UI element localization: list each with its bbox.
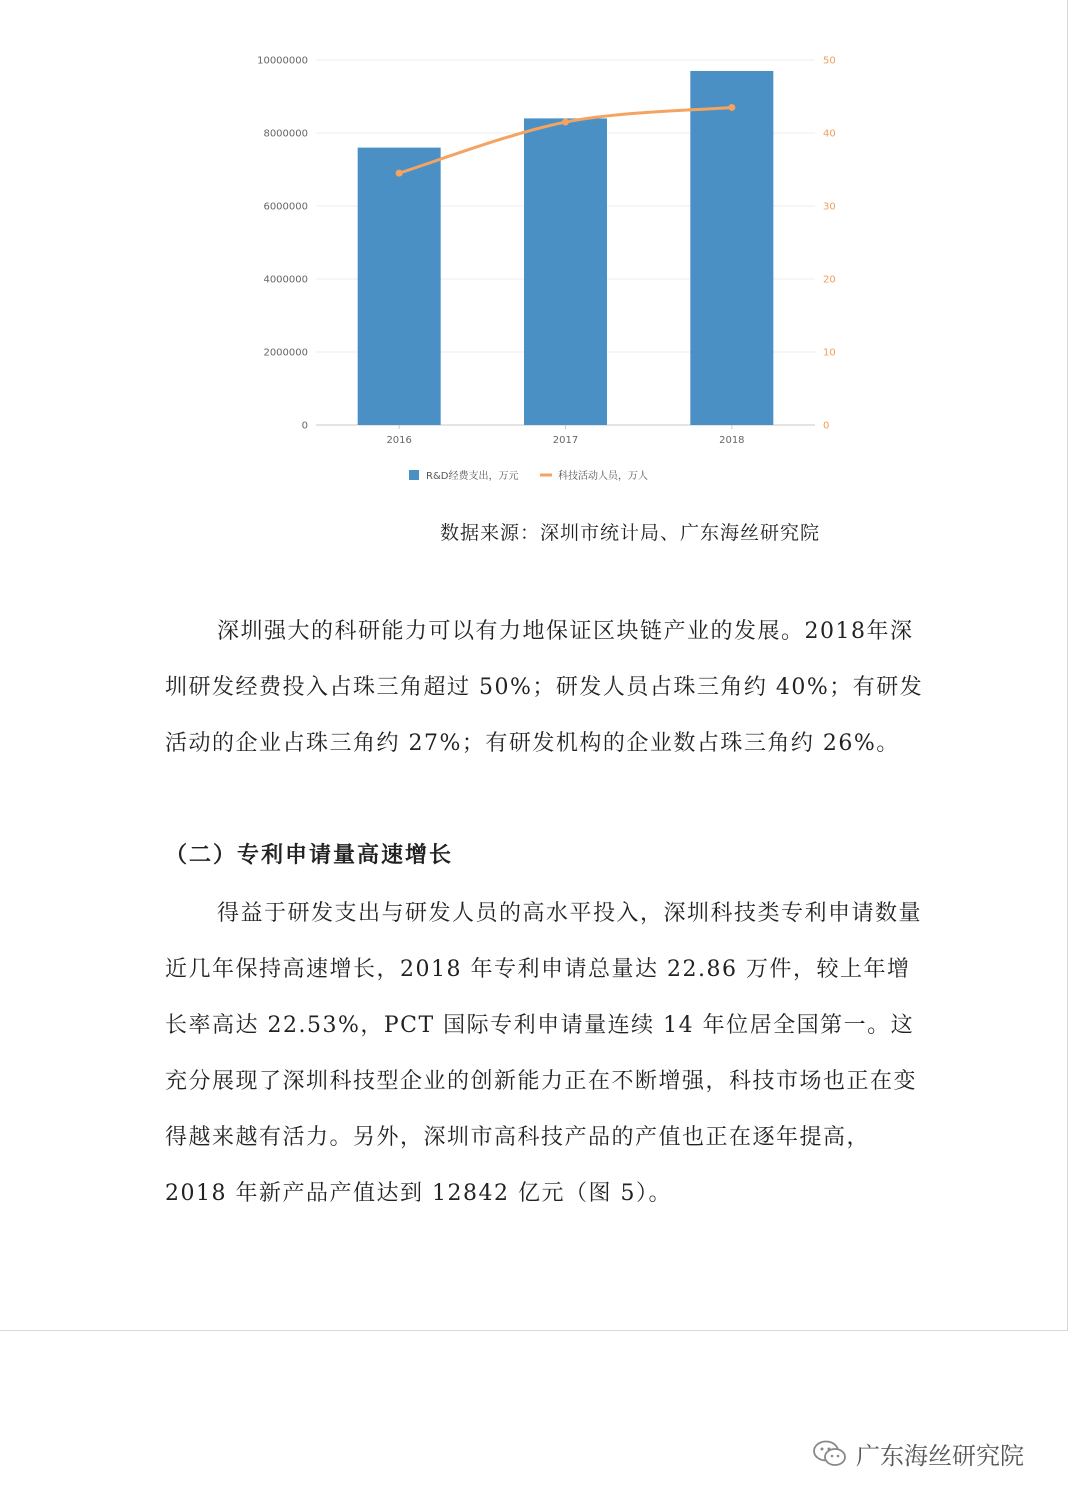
section-heading: （二）专利申请量高速增长 (165, 842, 454, 868)
y-left-tick-label: 6000000 (263, 201, 308, 213)
legend-bar-label: R&D经费支出，万元 (426, 471, 519, 482)
x-tick-label: 2018 (719, 435, 745, 446)
y-right-tick-label: 0 (823, 420, 830, 432)
paragraph-rd-capacity: 深圳强大的科研能力可以有力地保证区块链产业的发展。2018年深圳研发经费投入占珠三角超过 50%；研发人员占珠三角约 40%；有研发活动的企业占珠三角约 27%；有研发机构的企业数占珠三角约 26%。 (165, 619, 924, 756)
wechat-icon (812, 1439, 848, 1469)
x-tick-label: 2017 (552, 435, 579, 446)
line-point-2017 (562, 119, 569, 126)
bar-2018 (690, 71, 773, 425)
bar-2016 (358, 148, 441, 425)
y-right-tick-label: 30 (823, 201, 836, 213)
y-right-tick-label: 20 (823, 274, 836, 286)
legend-line-label: 科技活动人员，万人 (558, 471, 648, 482)
y-left-tick-label: 2000000 (263, 347, 308, 359)
rd-chart (0, 0, 1070, 500)
y-right-tick-label: 50 (823, 55, 836, 67)
y-left-tick-label: 8000000 (263, 128, 308, 140)
y-right-tick-label: 40 (823, 128, 836, 140)
legend-bar-swatch (409, 470, 419, 480)
y-left-tick-label: 10000000 (257, 55, 308, 67)
data-source: 数据来源：深圳市统计局、广东海丝研究院 (440, 522, 821, 544)
y-left-tick-label: 0 (301, 420, 308, 432)
y-right-tick-label: 10 (823, 347, 836, 359)
bar-2017 (524, 118, 607, 425)
line-point-2016 (396, 170, 403, 177)
y-left-tick-label: 4000000 (263, 274, 308, 286)
paragraph-patents: 得益于研发支出与研发人员的高水平投入，深圳科技类专利申请数量近几年保持高速增长，2018 年专利申请总量达 22.86 万件，较上年增长率高达 22.53%，PCT 国际专利申请量连续 14 年位居全国第一。这充分展现了深圳科技型企业的创新能力正在不断增强，科技市场也正在变得越来越有活力。另外，深圳市高科技产品的产值也正在逐年提高，2018 年新产品产值达到 12842 亿元（图 5）。 (165, 901, 923, 1206)
x-tick-label: 2016 (386, 435, 412, 446)
line-point-2018 (728, 104, 735, 111)
watermark (812, 1436, 1024, 1471)
watermark-text: 广东海丝研究院 (856, 1442, 1024, 1470)
